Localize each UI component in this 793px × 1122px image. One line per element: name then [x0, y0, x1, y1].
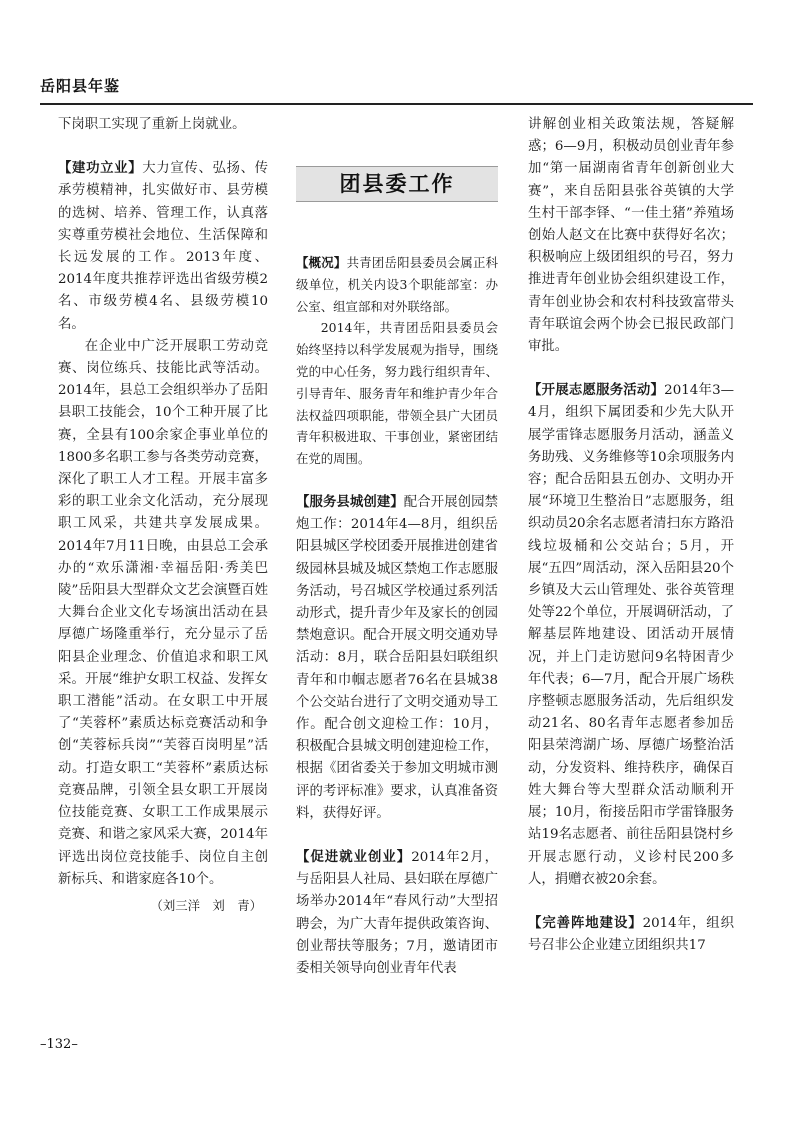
paragraph: 在企业中广泛开展职工劳动竞赛、岗位练兵、技能比武等活动。2014年，县总工会组织举办了岳阳县职工技能会，10个工种开展了比赛，全县有100余家企事业单位的1800多名职工参与各类劳动竞赛，深化了职工人才工程。开展丰富多彩的职工业余文化活动，充分展现职工风采，共建共享发展成果。2014年7月11日晚，由县总工会承办的“欢乐潇湘·幸福岳阳·秀美巴陵”岳阳县大型群众文艺会演暨百姓大舞台企业文化专场演出活动在县厚德广场隆重举行，充分显示了岳阳县企业理念、价值追求和职工风采。开展“维护女职工权益、发挥女职工潜能”活动。在女职工中开展了“芙蓉杯”素质达标竞赛活动和争创“芙蓉标兵岗”“芙蓉百岗明星”活动。打造女职工“芙蓉杯”素质达标竞赛品牌，引领全县女职工开展岗位技能竞赛、女职工工作成果展示竞赛、和谐之家风采大赛，2014年评选出岗位竞技能手、岗位自主创新标兵、和谐家庭各10个。 [58, 338, 268, 887]
entry-jiangong-liye [58, 158, 268, 336]
entry-text: 大力宣传、弘扬、传承劳模精神，扎实做好市、县劳模的选树、培养、管理工作，认真落实尊重劳模社会地位、生活保障和长远发展的工作。2013年度、2014年度共推荐评选出省级劳模2名、市级劳模4名、县级劳模10名。 [58, 161, 269, 332]
entry-keyword: 【概况】 [296, 255, 347, 270]
entry-wanshan-zhendi [528, 913, 734, 957]
header-rule [40, 103, 753, 105]
entry-cujin-jiuye [296, 847, 498, 980]
entry-keyword: 【服务县城创建】 [296, 494, 404, 510]
entry-keyword: 【完善阵地建设】 [528, 915, 643, 931]
entry-text: 2014年，组织号召非公企业建立团组织共17 [528, 915, 735, 954]
entry-keyword: 【开展志愿服务活动】 [528, 383, 665, 399]
entry-text: 配合开展创园禁炮工作：2014年4—8月，组织岳阳县城区学校团委开展推进创建省级园林县城及城区禁炮工作志愿服务活动，号召城区学校通过系列活动形式，提升青少年及家长的创园禁炮意识。配合开展文明交通劝导活动：8月，联合岳阳县妇联组织青年和巾帼志愿者76名在县城38个公交站台进行了文明交通劝导工作。配合创文迎检工作：10月，积极配合县城文明创建迎检工作，根据《团省委关于参加文明城市测评的考评标准》要求，认真准备资料，获得好评。 [296, 494, 499, 821]
entry-text: 2014年3—4月，组织下属团委和少先大队开展学雷锋志愿服务月活动，涵盖义务助残、义务维修等10余项服务内容；配合岳阳县五创办、文明办开展“环境卫生整治日”志愿服务，组织动员20余名志愿者清扫东方路沿线垃圾桶和公交站台；5月，开展“五四”周活动，深入岳阳县20个乡镇及大云山管理处、张谷英管理处等22个单位，开展调研活动，了解基层阵地建设、团活动开展情况，并上门走访慰问9名特困青少年代表；6—7月，配合开展广场秩序整顿志愿服务活动，先后组织发动21名、80名青年志愿者参加岳阳县荣湾湖广场、厚德广场整治活动，分发资料、维持秩序，确保百姓大舞台等大型群众活动顺利开展；10月，衔接岳阳市学雷锋服务站19名志愿者、前往岳阳县饶村乡开展志愿行动，义诊村民200多人，捐赠衣被20余套。 [528, 383, 735, 887]
entry-text: 共青团岳阳县委员会属正科级单位，机关内设3个职能部室：办公室、组宣部和对外联络部。 [296, 255, 498, 314]
paragraph-continued: 讲解创业相关政策法规，答疑解惑；6—9月，积极动员创业青年参加“第一届湖南省青年创新创业大赛”，来自岳阳县张谷英镇的大学生村干部李铎、“一佳土猪”养殖场创始人赵文在比赛中获得好名次；积极响应上级团组织的号召，努力推进青年创业协会组织建设工作，青年创业协会和农村科技致富带头青年联谊会两个协会已报民政部门审批。 [528, 117, 734, 355]
entry-keyword: 【促进就业创业】 [296, 850, 412, 866]
section-title: 团县委工作 [296, 166, 498, 202]
author-credit: （刘三洋 刘 青） [150, 897, 262, 913]
column-left [58, 114, 268, 917]
running-header-title: 岳阳县年鉴 [40, 77, 121, 95]
column-middle [296, 114, 498, 980]
column-right [528, 114, 734, 957]
entry-keyword: 【建功立业】 [58, 161, 143, 177]
paragraph: 2014年，共青团岳阳县委员会始终坚持以科学发展观为指导，围绕党的中心任务，努力践行组织青年、引导青年、服务青年和维护青少年合法权益四项职能，带领全县广大团员青年积极进取、干事创业，紧密团结在党的周围。 [296, 320, 498, 467]
entry-gaikuang [296, 252, 498, 317]
page-number: –132– [40, 1037, 78, 1052]
entry-fuwu-xiancheng [296, 492, 498, 825]
entry-zhiyuan-fuwu [528, 380, 734, 891]
intro-line: 下岗职工实现了重新上岗就业。 [58, 117, 246, 132]
entry-text: 2014年2月，与岳阳县人社局、县妇联在厚德广场举办2014年“春风行动”大型招聘会，为广大青年提供政策咨询、创业帮扶等服务；7月，邀请团市委相关领导向创业青年代表 [296, 850, 498, 977]
